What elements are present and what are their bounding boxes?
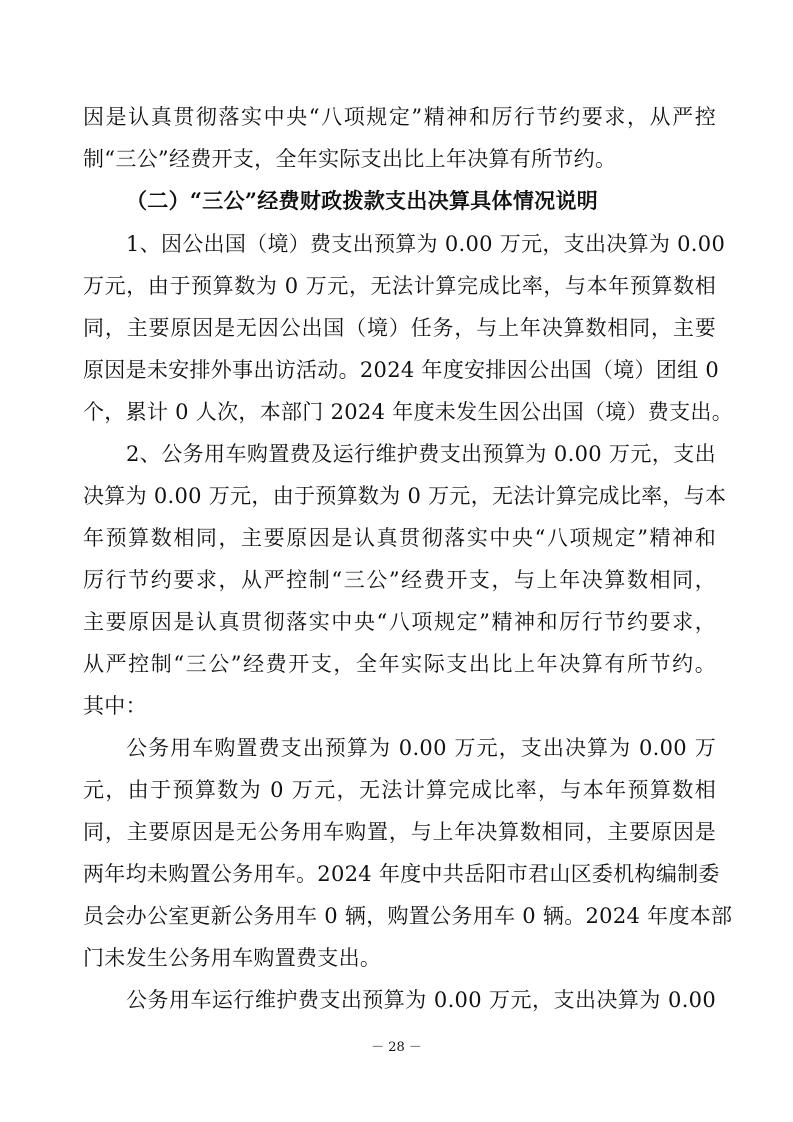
paragraph-line: 1、因公出国（境）费支出预算为 0.00 万元，支出决算为 0.00 [126, 232, 726, 256]
paragraph-line: 门未发生公务用车购置费支出。 [83, 946, 382, 970]
paragraph-line: 元，由于预算数为 0 万元，无法计算完成比率，与本年预算数相 [83, 778, 716, 802]
paragraph-line: 万元，由于预算数为 0 万元，无法计算完成比率，与本年预算数相 [83, 274, 716, 298]
paragraph-line: 同，主要原因是无因公出国（境）任务，与上年决算数相同，主要 [83, 316, 716, 340]
paragraph-line: 两年均未购置公务用车。2024 年度中共岳阳市君山区委机构编制委 [83, 862, 720, 886]
paragraph-line: 厉行节约要求，从严控制“三公”经费开支，与上年决算数相同， [83, 568, 716, 592]
paragraph-line: 制“三公”经费开支，全年实际支出比上年决算有所节约。 [83, 147, 617, 171]
paragraph-line: 因是认真贯彻落实中央“八项规定”精神和厉行节约要求，从严控 [83, 105, 716, 129]
paragraph-line: 公务用车运行维护费支出预算为 0.00 万元，支出决算为 0.00 [126, 988, 716, 1012]
paragraph-line: 从严控制“三公”经费开支，全年实际支出比上年决算有所节约。 [83, 652, 716, 676]
paragraph-line: 决算为 0.00 万元，由于预算数为 0 万元，无法计算完成比率，与本 [83, 484, 727, 508]
paragraph-line: 其中： [83, 694, 147, 718]
paragraph-line: 公务用车购置费支出预算为 0.00 万元，支出决算为 0.00 万 [126, 736, 716, 760]
paragraph-line: 个，累计 0 人次，本部门 2024 年度未发生因公出国（境）费支出。 [83, 400, 734, 424]
paragraph-line: 同，主要原因是无公务用车购置，与上年决算数相同，主要原因是 [83, 820, 716, 844]
paragraph-line: 员会办公室更新公务用车 0 辆，购置公务用车 0 辆。2024 年度本部 [83, 904, 733, 928]
section-heading: （二）“三公”经费财政拨款支出决算具体情况说明 [126, 188, 599, 213]
paragraph-line: 主要原因是认真贯彻落实中央“八项规定”精神和厉行节约要求， [83, 610, 716, 634]
page-number: － 28 － [371, 1040, 422, 1055]
paragraph-line: 年预算数相同，主要原因是认真贯彻落实中央“八项规定”精神和 [83, 526, 716, 550]
paragraph-line: 2、公务用车购置费及运行维护费支出预算为 0.00 万元，支出 [126, 442, 716, 466]
paragraph-line: 原因是未安排外事出访活动。2024 年度安排因公出国（境）团组 0 [83, 358, 720, 382]
